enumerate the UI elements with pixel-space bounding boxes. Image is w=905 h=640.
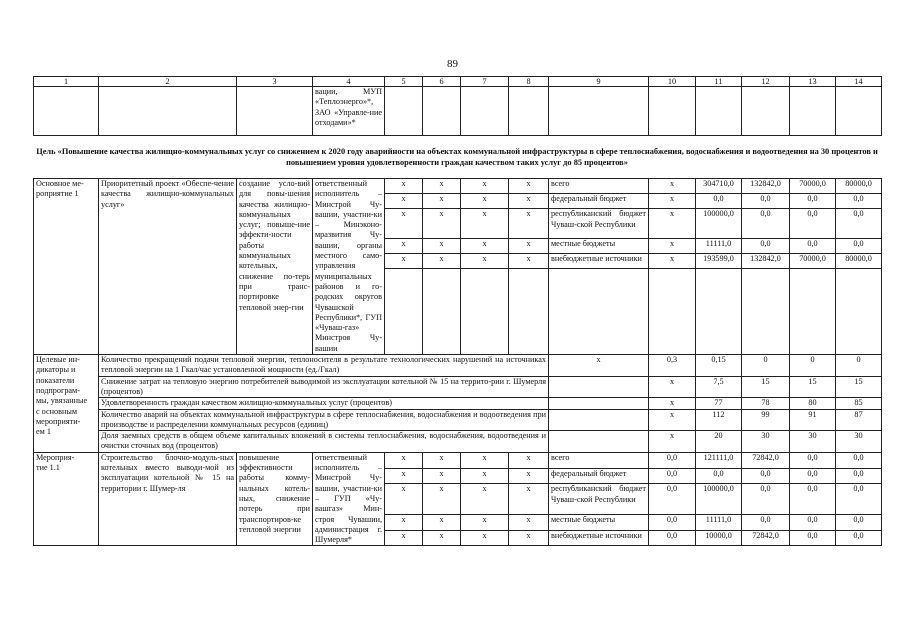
table-row: Доля заемных средств в общем объеме капитальных вложений в системы теплоснабжения, водоснабжения, водоотведения и очистки сточных вод (процентов) x 20 30 30 30 <box>34 431 882 453</box>
funding-source: внебюджетные источники <box>549 530 649 546</box>
funding-source: республиканский бюджет Чуваш-ской Республики <box>549 209 649 238</box>
funding-source: внебюджетные источники <box>549 253 649 268</box>
col-header: 13 <box>790 77 836 87</box>
column-number-row <box>34 77 882 87</box>
table-row: x x x x республиканский бюджет Чуваш-ской Республики 0,0 100000,0 0,0 0,0 0,0 <box>34 484 882 514</box>
table-row: Количество аварий на объектах коммунальной инфраструктуры в сфере теплоснабжения, водоснабжения и водоотведения при производстве и распределении коммунальных ресурсов (единиц) x 112 99 91 87 <box>34 409 882 431</box>
table-row: x x x x федеральный бюджет 0,0 0,0 0,0 0,0 0,0 <box>34 468 882 484</box>
col-header: 14 <box>836 77 882 87</box>
targets-label: Целевые ин- дикаторы и показатели подпрограм- мы, увязанные с основным мероприяти- ем 1 <box>34 355 99 453</box>
col-header: 12 <box>742 77 790 87</box>
activity-project: Приоритетный проект «Обеспе-чение качества жилищно-коммунальных услуг» <box>99 179 237 355</box>
funding-source: местные бюджеты <box>549 514 649 530</box>
col-header: 7 <box>461 77 509 87</box>
funding-source: республиканский бюджет Чуваш-ской Республики <box>549 484 649 514</box>
page-number: 89 <box>447 58 458 70</box>
table-row: x x x x местные бюджеты 0,0 11111,0 0,0 0,0 0,0 <box>34 514 882 530</box>
activity-result: создание усло-вий для повы-шения качества жилищно-коммунальных услуг; повыше-ние эффекти-ности работы коммунальных котельных, снижение по-терь при транс-портировке тепловой энер-гии <box>237 179 313 355</box>
header-table <box>33 76 882 136</box>
table-row: x x x x республиканский бюджет Чуваш-ской Республики x 100000,0 0,0 0,0 0,0 <box>34 209 882 238</box>
table-row: x x x x внебюджетные источники 0,0 10000,0 72842,0 0,0 0,0 <box>34 530 882 546</box>
table-row: Основное ме- роприятие 1 Приоритетный проект «Обеспе-чение качества жилищно-коммунальных услуг» создание усло-вий для повы-шения качества жилищно-коммунальных услуг; повыше-ние эффекти-ности работы коммунальных котельных, снижение по-терь при транс-портировке тепловой энер-гии ответственный исполнитель – Минстрой Чу-вашии, участни-ки – Минэконо-мразвития Чу-вашии, органы местного само-управления муниципальных районов и го-родских округов Чувашской Республики*, ГУП «Чуваш-газ» Минстроя Чу-вашии x x x x всего x 304710,0 132842,0 70000,0 80000,0 <box>34 179 882 194</box>
funding-source: федеральный бюджет <box>549 194 649 209</box>
activity-result: повышение эффективности работы комму-нальных котель-ных, снижение потерь при транспортиров-ке тепловой энергии <box>237 452 313 546</box>
continuation-row <box>34 87 882 136</box>
table-row: Мероприя- тие 1.1 Строительство блочно-модуль-ных котельных вместо выводи-мой из эксплуатации котельной № 15 на территории г. Шумер-ля повышение эффективности работы комму-нальных котель-ных, снижение потерь при транспортиров-ке тепловой энергии ответственный исполнитель – Минстрой Чу-вашии, участни-ки – ГУП «Чу-вашгаз» Мин-строя Чувашии, администрация г. Шумерля* x x x x всего 0,0 121111,0 72842,0 0,0 0,0 <box>34 452 882 468</box>
table-row: x x x x федеральный бюджет x 0,0 0,0 0,0 0,0 <box>34 194 882 209</box>
table-row: x x x x внебюджетные источники x 193599,0 132842,0 70000,0 80000,0 <box>34 253 882 268</box>
col-header: 4 <box>313 77 385 87</box>
col-header: 2 <box>99 77 237 87</box>
executor-continuation: вации, МУП «Теплоэнерго»*, ЗАО «Управле-ние отходами»* <box>313 87 385 136</box>
col-header: 3 <box>237 77 313 87</box>
goal-heading: Цель «Повышение качества жилищно-коммунальных услуг со снижением к 2020 году аварийности на объектах коммунальной инфраструктуры в сфере теплоснабжения, водоснабжения и водоотведения на 30 процентов и повышением уровня удовлетворенности граждан качеством таких услуг до 85 процентов» <box>36 147 878 167</box>
indicator-text: Количество прекращений подачи тепловой энергии, теплоносителя в результате технологических нарушений на источниках тепловой энергии на 1 Гкал/час установленной мощности (ед./Гкал) <box>99 355 549 377</box>
activity-executor: ответственный исполнитель – Минстрой Чу-вашии, участни-ки – ГУП «Чу-вашгаз» Мин-строя Чувашии, администрация г. Шумерля* <box>313 452 385 546</box>
col-header: 11 <box>696 77 742 87</box>
col-header: 6 <box>423 77 461 87</box>
col-header: 9 <box>549 77 649 87</box>
table-row: x x x x местные бюджеты x 11111,0 0,0 0,0 0,0 <box>34 238 882 253</box>
main-table <box>33 178 882 546</box>
indicator-text: Доля заемных средств в общем объеме капитальных вложений в системы теплоснабжения, водоснабжения, водоотведения и очистки сточных вод (процентов) <box>99 431 549 453</box>
table-row: Удовлетворенность граждан качеством жилищно-коммунальных услуг (процентов) x 77 78 80 85 <box>34 398 882 409</box>
col-header: 1 <box>34 77 99 87</box>
indicator-text: Количество аварий на объектах коммунальной инфраструктуры в сфере теплоснабжения, водоснабжения и водоотведения при производстве и распределении коммунальных ресурсов (единиц) <box>99 409 549 431</box>
col-header: 8 <box>509 77 549 87</box>
activity-name: Мероприя- тие 1.1 <box>34 452 99 546</box>
activity-project: Строительство блочно-модуль-ных котельных вместо выводи-мой из эксплуатации котельной № 15 на территории г. Шумер-ля <box>99 452 237 546</box>
funding-source: всего <box>549 179 649 194</box>
table-row: Целевые ин- дикаторы и показатели подпрограм- мы, увязанные с основным мероприяти- ем 1 Количество прекращений подачи тепловой энергии, теплоносителя в результате технологических нарушений на источниках тепловой энергии на 1 Гкал/час установленной мощности (ед./Гкал) x 0,3 0,15 0 0 0 <box>34 355 882 377</box>
activity-name: Основное ме- роприятие 1 <box>34 179 99 355</box>
col-header: 5 <box>385 77 423 87</box>
funding-source: всего <box>549 452 649 468</box>
col-header: 10 <box>649 77 696 87</box>
table-row: Снижение затрат на тепловую энергию потребителей выводимой из эксплуатации котельной № 15 на террито-рии г. Шумерля (процентов) x 7,5 15 15 15 <box>34 376 882 398</box>
indicator-text: Удовлетворенность граждан качеством жилищно-коммунальных услуг (процентов) <box>99 398 549 409</box>
indicator-text: Снижение затрат на тепловую энергию потребителей выводимой из эксплуатации котельной № 15 на террито-рии г. Шумерля (процентов) <box>99 376 549 398</box>
funding-source: федеральный бюджет <box>549 468 649 484</box>
activity-executor: ответственный исполнитель – Минстрой Чу-вашии, участни-ки – Минэконо-мразвития Чу-вашии, органы местного само-управления муниципальных районов и го-родских округов Чувашской Республики*, ГУП «Чуваш-газ» Минстроя Чу-вашии <box>313 179 385 355</box>
funding-source: местные бюджеты <box>549 238 649 253</box>
